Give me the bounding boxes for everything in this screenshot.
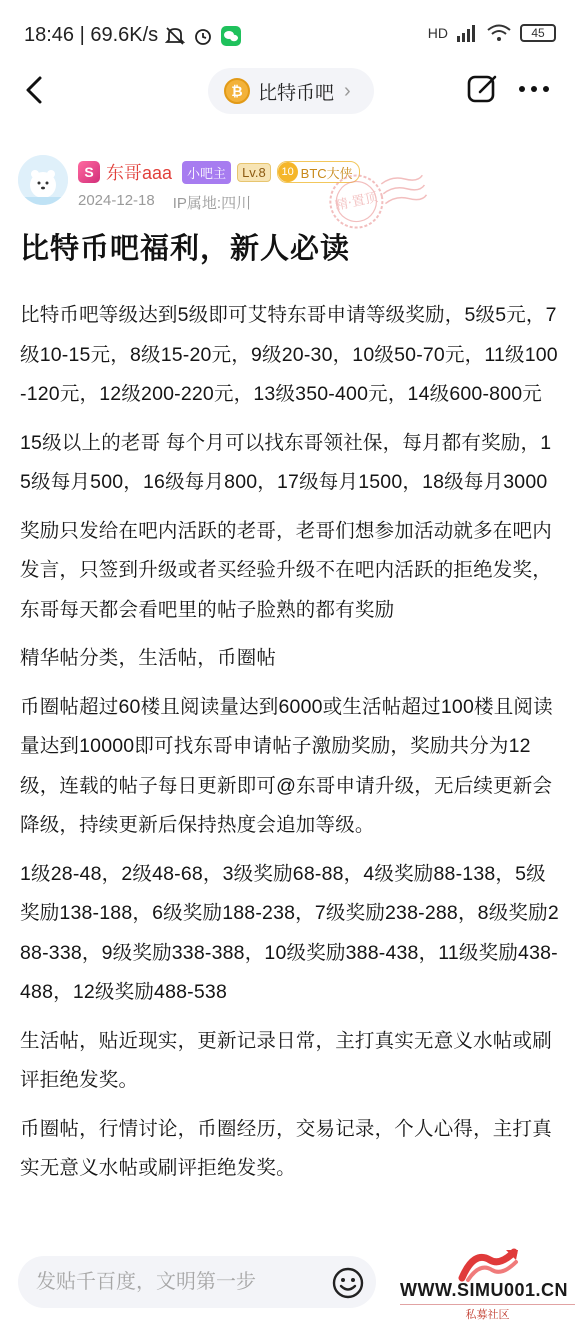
stamp-text: 精·置顶 <box>333 190 380 214</box>
status-left <box>24 24 242 47</box>
back-icon[interactable] <box>20 72 52 108</box>
status-right <box>428 24 556 42</box>
paragraph: 生活帖，贴近现实，更新记录日常，主打真实无意义水帖或刷评拒绝发奖。 <box>20 1029 552 1091</box>
wechat-icon <box>220 25 242 47</box>
mute-icon <box>164 25 186 47</box>
emoji-icon[interactable] <box>331 1266 365 1300</box>
alarm-icon <box>192 25 214 47</box>
paragraph: 币圈帖，行情讨论，币圈经历，交易记录，个人心得，主打真实无意义水帖或刷评拒绝发奖。 <box>20 1117 552 1179</box>
post-ip: IP属地:四川 <box>172 195 252 212</box>
paragraph: 奖励只发给在吧内活跃的老哥，老哥们想参加活动就多在吧内发言，只签到升级或者买经验升级不在吧内活跃的拒绝发奖，东哥每天都会看吧里的帖子脸熟的都有奖励 <box>20 519 552 621</box>
battery-indicator: 45 <box>520 24 556 42</box>
post-content <box>20 296 560 1198</box>
paragraph: 币圈帖超过60楼且阅读量达到6000或生活帖超过100楼且阅读量达到10000即可找东哥申请帖子激励奖励，奖励共分为12级，连载的帖子每日更新即可@东哥申请升级，无后续更新会降级，持续更新后保持热度会追加等级。 <box>20 695 553 836</box>
level-tag: Lv.8 <box>237 163 271 182</box>
chevron-right-icon: › <box>344 79 351 102</box>
forum-pill-button[interactable] <box>208 68 374 114</box>
status-bar <box>0 0 580 60</box>
signal-icon <box>456 24 478 42</box>
title-tag-label: BTC大侠 <box>300 165 353 181</box>
avatar[interactable] <box>18 155 68 205</box>
post-meta <box>78 192 251 213</box>
watermark-logo-icon <box>456 1246 522 1284</box>
watermark-site: WWW.SIMU001.CN <box>400 1280 569 1300</box>
edit-icon[interactable] <box>466 72 500 106</box>
forum-name: 比特币吧 <box>258 82 335 104</box>
nav-bar <box>0 62 580 118</box>
s-badge: S <box>78 161 100 183</box>
role-tag: 小吧主 <box>182 161 231 184</box>
post-date: 2024-12-18 <box>78 192 155 209</box>
title-tag-number: 10 <box>278 162 298 182</box>
paragraph: 精华帖分类，生活帖，币圈帖 <box>20 647 277 669</box>
bottom-bar <box>0 1246 580 1321</box>
post-title: 比特币吧福利，新人必读 <box>20 233 351 265</box>
status-time-speed: 18:46 | 69.6K/s <box>24 24 159 46</box>
watermark-sub: 私募社区 <box>400 1304 575 1321</box>
bear-avatar-icon <box>18 155 68 205</box>
paragraph: 比特币吧等级达到5级即可艾特东哥申请等级奖励，5级5元，7级10-15元，8级15-20元，9级20-30，10级50-70元，11级100-120元，12级200-220元，13级350-400元，14级600-800元 <box>20 304 558 405</box>
paragraph: 1级28-48，2级48-68，3级奖励68-88，4级奖励88-138，5级奖励138-188，6级奖励188-238，7级奖励238-288，8级奖励288-338，9级奖励338-388，10级奖励388-438，11级奖励438-488，12级奖励488-538 <box>20 862 559 1003</box>
forum-logo: ₿ <box>224 78 250 104</box>
wifi-icon <box>486 24 512 42</box>
more-icon[interactable] <box>516 74 552 104</box>
reply-input[interactable] <box>18 1256 318 1308</box>
author-name[interactable]: 东哥aaa <box>106 163 173 183</box>
paragraph: 15级以上的老哥 每个月可以找东哥领社保，每月都有奖励，15级每月500，16级每月800，17级每月1500，18级每月3000 <box>20 431 552 493</box>
network-type: HD <box>427 25 448 41</box>
